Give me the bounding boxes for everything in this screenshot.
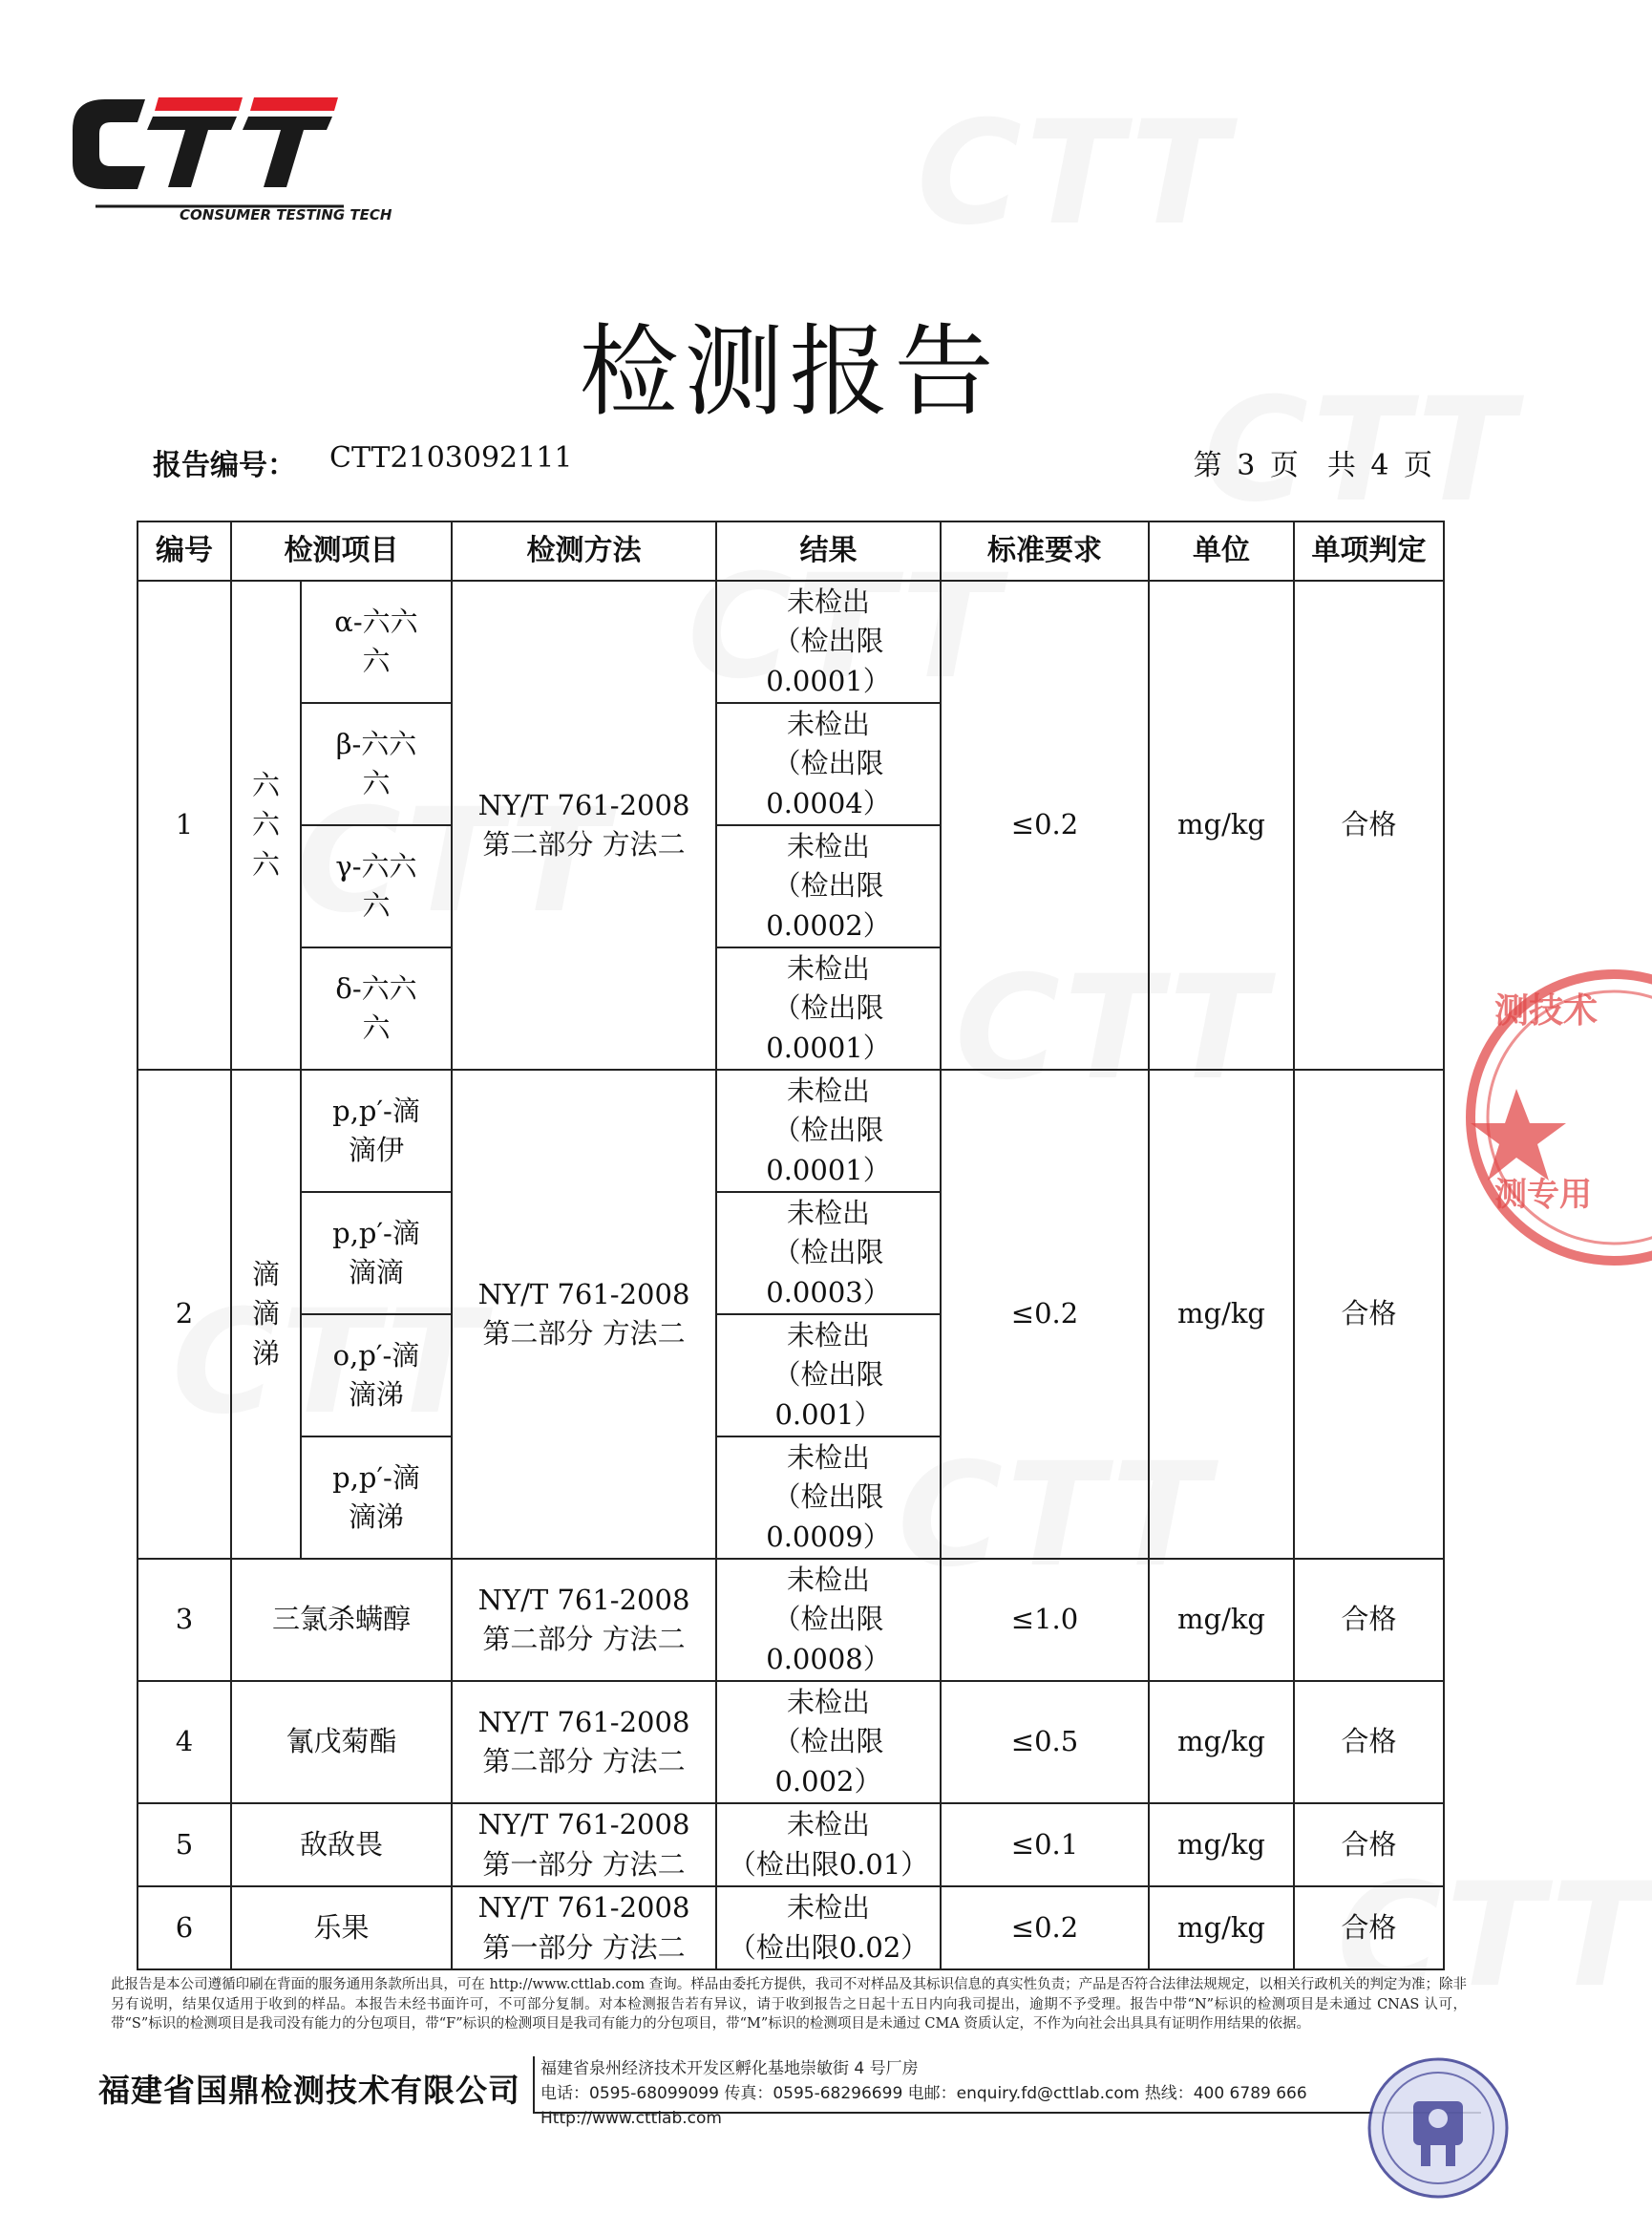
- cell-line: 未检出: [786, 585, 870, 619]
- cell-item: 敌敌畏: [231, 1803, 452, 1886]
- report-header: [153, 441, 1432, 483]
- page-info: 第 3 页 共 4 页: [1193, 449, 1432, 482]
- contact-info: [533, 2056, 1481, 2128]
- cell-sub-item: [301, 1070, 452, 1192]
- cell-result: [716, 1070, 941, 1192]
- cell-line: 0.002）: [774, 1764, 882, 1798]
- cell-item: 三氯杀螨醇: [231, 1559, 452, 1681]
- report-number-label: 报告编号：: [153, 449, 296, 482]
- cell-method: [452, 1070, 716, 1559]
- cell-line: 0.0001）: [766, 1153, 891, 1186]
- cell-line: （检出限0.01）: [728, 1847, 929, 1881]
- cell-sub-item: [301, 1436, 452, 1559]
- cell-line: 六: [362, 767, 391, 799]
- cell-sub-item: [301, 1314, 452, 1436]
- company-contact-line: 电话：0595-68099099 传真：0595-68296699 电邮：enquiry.fd@cttlab.com 热线：400 6789 666 Http://www.cttlab.com: [540, 2084, 1307, 2128]
- cell-line: NY/T 761-2008: [477, 1277, 690, 1310]
- cell-result: [716, 1436, 941, 1559]
- cell-line: 第一部分 方法二: [482, 1930, 686, 1964]
- cell-line: 第二部分 方法二: [482, 1317, 686, 1350]
- cell-judgement: 合格: [1294, 1886, 1444, 1969]
- cell-line: 未检出: [786, 1319, 870, 1352]
- blue-seal: [1366, 2055, 1511, 2201]
- cell-result: [716, 1803, 941, 1886]
- cell-sub-item: [301, 825, 452, 947]
- cell-unit: mg/kg: [1149, 1559, 1294, 1681]
- cell-line: （检出限: [773, 1725, 884, 1758]
- cell-result: [716, 1192, 941, 1314]
- cell-result: [716, 1314, 941, 1436]
- cell-line: 0.0002）: [766, 908, 891, 942]
- cell-item: 乐果: [231, 1886, 452, 1969]
- cell-line: 六: [251, 847, 280, 881]
- cell-line: 0.001）: [774, 1397, 882, 1431]
- cell-line: 0.0009）: [766, 1520, 891, 1553]
- cell-item-group: [231, 581, 301, 1070]
- cell-standard: ≤0.5: [941, 1681, 1149, 1803]
- cell-line: 滴涕: [348, 1500, 404, 1533]
- cell-line: 滴: [251, 1297, 280, 1330]
- cell-line: β-六六: [335, 727, 417, 760]
- cell-line: p,p′-滴: [332, 1216, 420, 1249]
- cell-line: 滴滴: [348, 1256, 404, 1288]
- cell-unit: mg/kg: [1149, 581, 1294, 1070]
- cell-line: （检出限: [773, 625, 884, 658]
- company-name: 福建省国鼎检测技术有限公司: [98, 2072, 520, 2109]
- cell-line: 未检出: [786, 830, 870, 863]
- report-number: CTT2103092111: [329, 441, 573, 475]
- logo-t-letters: [147, 97, 338, 187]
- cell-line: 0.0001）: [766, 1031, 891, 1064]
- cell-unit: mg/kg: [1149, 1681, 1294, 1803]
- cell-standard: ≤0.2: [941, 581, 1149, 1070]
- cell-standard: ≤1.0: [941, 1559, 1149, 1681]
- cell-line: δ-六六: [335, 971, 417, 1005]
- cell-item: 氰戊菊酯: [231, 1681, 452, 1803]
- document-title: 检测报告: [579, 313, 1000, 430]
- cell-sub-item: [301, 1192, 452, 1314]
- cell-line: o,p′-滴: [332, 1338, 420, 1372]
- cell-result: [716, 703, 941, 825]
- cell-line: （检出限: [773, 1480, 884, 1514]
- cell-line: 第二部分 方法二: [482, 828, 686, 861]
- cell-method: [452, 1559, 716, 1681]
- col-header-item: 检测项目: [231, 521, 452, 581]
- cell-line: （检出限: [773, 1236, 884, 1269]
- cell-judgement: 合格: [1294, 581, 1444, 1070]
- logo-c-letter: [73, 99, 145, 189]
- watermark: [917, 91, 1232, 257]
- cell-line: 未检出: [786, 1686, 870, 1719]
- cell-line: （检出限: [773, 1603, 884, 1636]
- table-header-row: [138, 521, 1444, 581]
- cell-line: 0.0004）: [766, 786, 891, 819]
- results-table: [137, 521, 1445, 1970]
- cell-line: 0.0003）: [766, 1275, 891, 1308]
- cell-line: 0.0001）: [766, 664, 891, 697]
- cell-line: （检出限: [773, 869, 884, 903]
- cell-line: 六: [362, 889, 391, 922]
- red-seal: [1451, 955, 1623, 1280]
- company-address: 福建省泉州经济技术开发区孵化基地崇敏街 4 号厂房: [540, 2059, 919, 2078]
- cell-method: [452, 581, 716, 1070]
- cell-line: 未检出: [786, 1891, 870, 1925]
- cell-line: 未检出: [786, 1074, 870, 1108]
- cell-result: [716, 1681, 941, 1803]
- cell-unit: mg/kg: [1149, 1886, 1294, 1969]
- col-header-result: 结果: [716, 521, 941, 581]
- cell-method: [452, 1886, 716, 1969]
- cell-judgement: 合格: [1294, 1681, 1444, 1803]
- cell-line: 第一部分 方法二: [482, 1847, 686, 1881]
- cell-no: 2: [138, 1070, 231, 1559]
- cell-line: （检出限: [773, 747, 884, 780]
- red-seal-text-top: 测技术: [1494, 991, 1599, 1031]
- table-row: [138, 1559, 1444, 1681]
- cell-line: α-六六: [334, 605, 418, 638]
- cell-method: [452, 1681, 716, 1803]
- cell-line: 第二部分 方法二: [482, 1745, 686, 1777]
- cell-line: 未检出: [786, 708, 870, 741]
- cell-line: p,p′-滴: [332, 1460, 420, 1494]
- cell-unit: mg/kg: [1149, 1070, 1294, 1559]
- cell-sub-item: [301, 947, 452, 1070]
- cell-line: NY/T 761-2008: [477, 1891, 690, 1925]
- cell-line: 涕: [251, 1336, 280, 1370]
- cell-line: NY/T 761-2008: [477, 788, 690, 821]
- cell-result: [716, 581, 941, 703]
- col-header-no: 编号: [138, 521, 231, 581]
- cell-line: p,p′-滴: [332, 1094, 420, 1127]
- cell-line: NY/T 761-2008: [477, 1583, 690, 1616]
- logo-tagline: CONSUMER TESTING TECH: [180, 206, 392, 223]
- col-header-standard: 标准要求: [941, 521, 1149, 581]
- cell-line: 0.0008）: [766, 1642, 891, 1675]
- cell-line: NY/T 761-2008: [477, 1705, 690, 1738]
- cell-line: 未检出: [786, 1197, 870, 1230]
- cell-no: 3: [138, 1559, 231, 1681]
- table-row: [138, 1681, 1444, 1803]
- cell-line: NY/T 761-2008: [477, 1808, 690, 1841]
- cell-judgement: 合格: [1294, 1559, 1444, 1681]
- cell-line: 未检出: [786, 952, 870, 986]
- cell-result: [716, 1559, 941, 1681]
- cell-no: 4: [138, 1681, 231, 1803]
- cell-line: 六: [362, 645, 391, 677]
- cell-line: （检出限0.02）: [728, 1930, 929, 1964]
- table-row: [138, 1886, 1444, 1969]
- cell-standard: ≤0.2: [941, 1886, 1149, 1969]
- cell-no: 5: [138, 1803, 231, 1886]
- cell-line: （检出限: [773, 991, 884, 1025]
- cell-item-group: [231, 1070, 301, 1559]
- cell-judgement: 合格: [1294, 1803, 1444, 1886]
- footer-disclaimer: 此报告是本公司遵循印刷在背面的服务通用条款所出具，可在 http://www.cttlab.com 查询。样品由委托方提供，我司不对样品及其标识信息的真实性负责；产品是否符合法律法规规定，以相关行政机关的判定为准；除非另有说明，结果仅适用于收到的样品。本报告未经书面许可，不可部分复制。对本检测报告若有异议，请于收到报告之日起十五日内向我司提出，逾期不予受理。报告中带“N”标识的检测项目是未通过 CNAS 认可，带“S”标识的检测项目是我司没有能力的分包项目，带“F”标识的检测项目是我司有能力的分包项目，带“M”标识的检测项目是未通过 CMA 资质认定，不作为向社会出具具有证明作用结果的依据。: [111, 1977, 1467, 2032]
- ctt-logo: [67, 84, 392, 227]
- cell-standard: ≤0.2: [941, 1070, 1149, 1559]
- cell-sub-item: [301, 703, 452, 825]
- cell-judgement: 合格: [1294, 1070, 1444, 1559]
- cell-line: （检出限: [773, 1114, 884, 1147]
- cell-no: 1: [138, 581, 231, 1070]
- cell-standard: ≤0.1: [941, 1803, 1149, 1886]
- cell-line: 第二部分 方法二: [482, 1623, 686, 1655]
- cell-result: [716, 1886, 941, 1969]
- col-header-judgement: 单项判定: [1294, 521, 1444, 581]
- col-header-unit: 单位: [1149, 521, 1294, 581]
- cell-unit: mg/kg: [1149, 1803, 1294, 1886]
- cell-no: 6: [138, 1886, 231, 1969]
- cell-result: [716, 825, 941, 947]
- cell-line: 滴: [251, 1258, 280, 1291]
- red-seal-text-bottom: 测专用: [1494, 1176, 1592, 1214]
- cell-line: 六: [362, 1011, 391, 1044]
- cell-line: 未检出: [786, 1564, 870, 1597]
- table-row: [138, 1070, 1444, 1192]
- table-row: [138, 581, 1444, 703]
- cell-method: [452, 1803, 716, 1886]
- cell-line: 六: [251, 769, 280, 802]
- cell-line: 未检出: [786, 1441, 870, 1475]
- cell-sub-item: [301, 581, 452, 703]
- cell-line: 未检出: [786, 1808, 870, 1841]
- cell-line: 滴涕: [348, 1378, 404, 1411]
- table-row: [138, 1803, 1444, 1886]
- cell-line: γ-六六: [335, 849, 417, 883]
- cell-line: 滴伊: [348, 1134, 404, 1166]
- cell-line: （检出限: [773, 1358, 884, 1392]
- col-header-method: 检测方法: [452, 521, 716, 581]
- cell-result: [716, 947, 941, 1070]
- cell-line: 六: [251, 808, 280, 841]
